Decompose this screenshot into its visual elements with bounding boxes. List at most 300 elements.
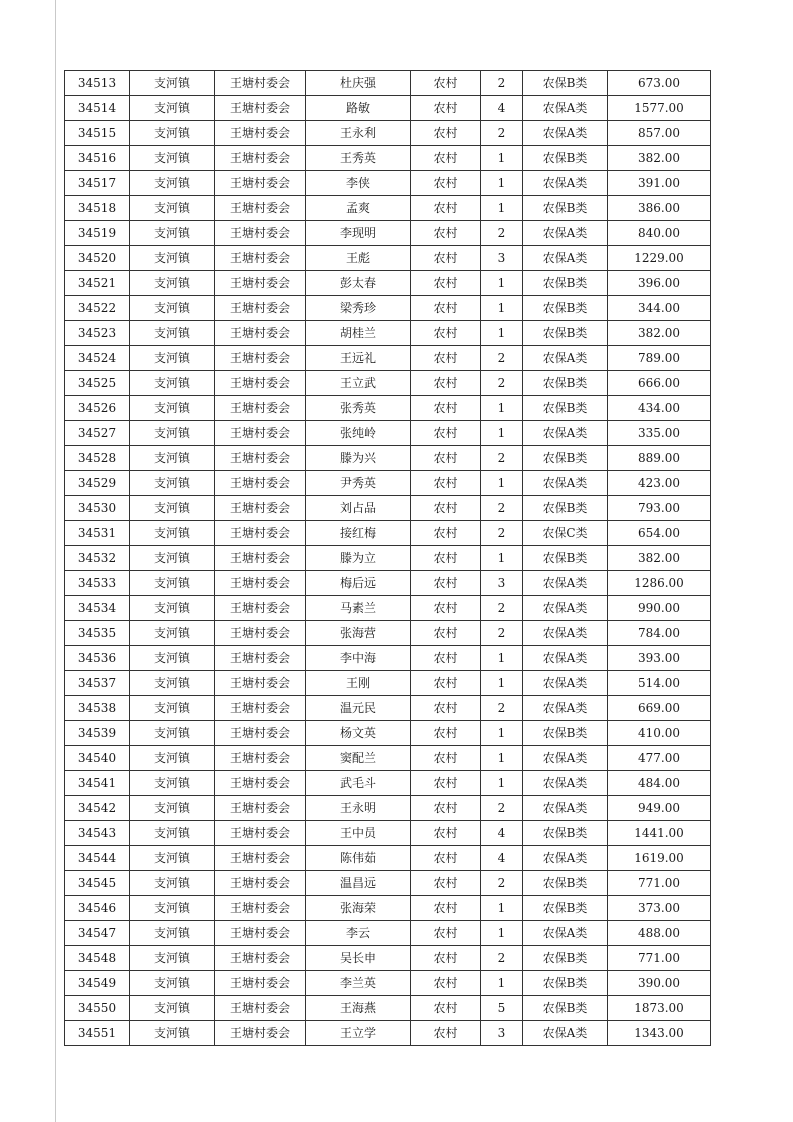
residence-type-cell: 农村 [411,146,481,171]
person-count-cell: 1 [481,896,523,921]
amount-cell: 344.00 [608,296,711,321]
person-name-cell: 接红梅 [306,521,411,546]
table-row [65,821,711,846]
table-row [65,896,711,921]
village-committee-cell: 王塘村委会 [215,371,306,396]
village-committee-cell: 王塘村委会 [215,771,306,796]
residence-type-cell: 农村 [411,721,481,746]
amount-cell: 410.00 [608,721,711,746]
village-committee-cell: 王塘村委会 [215,121,306,146]
insurance-category-cell: 农保A类 [523,346,608,371]
town-cell: 支河镇 [130,471,215,496]
insurance-category-cell: 农保A类 [523,471,608,496]
insurance-category-cell: 农保B类 [523,821,608,846]
residence-type-cell: 农村 [411,71,481,96]
residence-type-cell: 农村 [411,646,481,671]
person-name-cell: 李云 [306,921,411,946]
town-cell: 支河镇 [130,396,215,421]
record-id-cell: 34517 [65,171,130,196]
person-name-cell: 王彪 [306,246,411,271]
record-id-cell: 34537 [65,671,130,696]
record-id-cell: 34536 [65,646,130,671]
residence-type-cell: 农村 [411,546,481,571]
record-id-cell: 34538 [65,696,130,721]
record-id-cell: 34547 [65,921,130,946]
residence-type-cell: 农村 [411,896,481,921]
residence-type-cell: 农村 [411,221,481,246]
residence-type-cell: 农村 [411,996,481,1021]
person-count-cell: 4 [481,846,523,871]
person-name-cell: 张海营 [306,621,411,646]
residence-type-cell: 农村 [411,271,481,296]
person-name-cell: 王立武 [306,371,411,396]
town-cell: 支河镇 [130,446,215,471]
amount-cell: 673.00 [608,71,711,96]
village-committee-cell: 王塘村委会 [215,996,306,1021]
record-id-cell: 34519 [65,221,130,246]
town-cell: 支河镇 [130,671,215,696]
person-name-cell: 王海燕 [306,996,411,1021]
insurance-category-cell: 农保A类 [523,921,608,946]
person-name-cell: 吴长申 [306,946,411,971]
person-name-cell: 尹秀英 [306,471,411,496]
village-committee-cell: 王塘村委会 [215,96,306,121]
table-row [65,196,711,221]
town-cell: 支河镇 [130,171,215,196]
insurance-category-cell: 农保B类 [523,971,608,996]
insurance-category-cell: 农保B类 [523,946,608,971]
residence-type-cell: 农村 [411,671,481,696]
record-id-cell: 34520 [65,246,130,271]
table-row [65,471,711,496]
person-name-cell: 王刚 [306,671,411,696]
amount-cell: 1619.00 [608,846,711,871]
village-committee-cell: 王塘村委会 [215,621,306,646]
person-count-cell: 1 [481,271,523,296]
record-id-cell: 34523 [65,321,130,346]
residence-type-cell: 农村 [411,696,481,721]
amount-cell: 1286.00 [608,571,711,596]
person-count-cell: 4 [481,821,523,846]
amount-cell: 1577.00 [608,96,711,121]
record-id-cell: 34518 [65,196,130,221]
table-row [65,596,711,621]
town-cell: 支河镇 [130,371,215,396]
person-count-cell: 2 [481,346,523,371]
village-committee-cell: 王塘村委会 [215,146,306,171]
insurance-category-cell: 农保A类 [523,696,608,721]
person-name-cell: 杜庆强 [306,71,411,96]
record-id-cell: 34534 [65,596,130,621]
village-committee-cell: 王塘村委会 [215,321,306,346]
insurance-category-cell: 农保B类 [523,321,608,346]
village-committee-cell: 王塘村委会 [215,971,306,996]
residence-type-cell: 农村 [411,396,481,421]
records-table [64,70,711,1046]
town-cell: 支河镇 [130,496,215,521]
record-id-cell: 34540 [65,746,130,771]
amount-cell: 396.00 [608,271,711,296]
insurance-category-cell: 农保A类 [523,571,608,596]
insurance-category-cell: 农保B类 [523,896,608,921]
table-row [65,221,711,246]
person-name-cell: 路敏 [306,96,411,121]
table-row [65,71,711,96]
town-cell: 支河镇 [130,821,215,846]
amount-cell: 857.00 [608,121,711,146]
person-count-cell: 1 [481,196,523,221]
person-name-cell: 马素兰 [306,596,411,621]
residence-type-cell: 农村 [411,971,481,996]
residence-type-cell: 农村 [411,96,481,121]
person-count-cell: 2 [481,71,523,96]
town-cell: 支河镇 [130,221,215,246]
residence-type-cell: 农村 [411,446,481,471]
residence-type-cell: 农村 [411,246,481,271]
village-committee-cell: 王塘村委会 [215,896,306,921]
person-name-cell: 王永明 [306,796,411,821]
residence-type-cell: 农村 [411,471,481,496]
residence-type-cell: 农村 [411,521,481,546]
table-row [65,496,711,521]
insurance-category-cell: 农保A类 [523,246,608,271]
person-count-cell: 1 [481,771,523,796]
record-id-cell: 34539 [65,721,130,746]
town-cell: 支河镇 [130,546,215,571]
person-count-cell: 1 [481,721,523,746]
table-row [65,271,711,296]
person-count-cell: 1 [481,921,523,946]
table-row [65,521,711,546]
amount-cell: 484.00 [608,771,711,796]
village-committee-cell: 王塘村委会 [215,796,306,821]
person-name-cell: 武毛斗 [306,771,411,796]
person-count-cell: 1 [481,646,523,671]
table-row [65,96,711,121]
person-name-cell: 张纯岭 [306,421,411,446]
town-cell: 支河镇 [130,846,215,871]
town-cell: 支河镇 [130,646,215,671]
table-row [65,996,711,1021]
amount-cell: 949.00 [608,796,711,821]
table-row [65,396,711,421]
person-name-cell: 杨文英 [306,721,411,746]
residence-type-cell: 农村 [411,821,481,846]
amount-cell: 666.00 [608,371,711,396]
amount-cell: 514.00 [608,671,711,696]
record-id-cell: 34513 [65,71,130,96]
village-committee-cell: 王塘村委会 [215,446,306,471]
residence-type-cell: 农村 [411,371,481,396]
village-committee-cell: 王塘村委会 [215,271,306,296]
residence-type-cell: 农村 [411,596,481,621]
person-count-cell: 3 [481,1021,523,1046]
town-cell: 支河镇 [130,71,215,96]
person-name-cell: 梁秀珍 [306,296,411,321]
person-name-cell: 李兰英 [306,971,411,996]
insurance-category-cell: 农保A类 [523,171,608,196]
person-count-cell: 1 [481,421,523,446]
village-committee-cell: 王塘村委会 [215,471,306,496]
amount-cell: 382.00 [608,321,711,346]
insurance-category-cell: 农保A类 [523,771,608,796]
table-row [65,121,711,146]
residence-type-cell: 农村 [411,571,481,596]
record-id-cell: 34524 [65,346,130,371]
town-cell: 支河镇 [130,946,215,971]
village-committee-cell: 王塘村委会 [215,496,306,521]
record-id-cell: 34515 [65,121,130,146]
table-body [65,71,711,1046]
record-id-cell: 34548 [65,946,130,971]
amount-cell: 1343.00 [608,1021,711,1046]
person-name-cell: 王远礼 [306,346,411,371]
record-id-cell: 34525 [65,371,130,396]
table-row [65,1021,711,1046]
residence-type-cell: 农村 [411,496,481,521]
insurance-category-cell: 农保A类 [523,621,608,646]
amount-cell: 335.00 [608,421,711,446]
village-committee-cell: 王塘村委会 [215,521,306,546]
table-row [65,546,711,571]
record-id-cell: 34522 [65,296,130,321]
village-committee-cell: 王塘村委会 [215,396,306,421]
person-name-cell: 张秀英 [306,396,411,421]
insurance-category-cell: 农保A类 [523,846,608,871]
person-count-cell: 2 [481,796,523,821]
town-cell: 支河镇 [130,871,215,896]
record-id-cell: 34521 [65,271,130,296]
residence-type-cell: 农村 [411,1021,481,1046]
person-name-cell: 刘占品 [306,496,411,521]
residence-type-cell: 农村 [411,296,481,321]
town-cell: 支河镇 [130,971,215,996]
village-committee-cell: 王塘村委会 [215,946,306,971]
town-cell: 支河镇 [130,896,215,921]
village-committee-cell: 王塘村委会 [215,196,306,221]
record-id-cell: 34528 [65,446,130,471]
town-cell: 支河镇 [130,246,215,271]
insurance-category-cell: 农保B类 [523,396,608,421]
amount-cell: 386.00 [608,196,711,221]
record-id-cell: 34551 [65,1021,130,1046]
residence-type-cell: 农村 [411,421,481,446]
insurance-category-cell: 农保B类 [523,71,608,96]
person-name-cell: 张海荣 [306,896,411,921]
village-committee-cell: 王塘村委会 [215,171,306,196]
table-row [65,446,711,471]
residence-type-cell: 农村 [411,921,481,946]
amount-cell: 434.00 [608,396,711,421]
record-id-cell: 34535 [65,621,130,646]
record-id-cell: 34546 [65,896,130,921]
village-committee-cell: 王塘村委会 [215,571,306,596]
record-id-cell: 34541 [65,771,130,796]
record-id-cell: 34545 [65,871,130,896]
residence-type-cell: 农村 [411,621,481,646]
amount-cell: 771.00 [608,946,711,971]
residence-type-cell: 农村 [411,171,481,196]
person-count-cell: 1 [481,396,523,421]
table-row [65,796,711,821]
record-id-cell: 34544 [65,846,130,871]
person-count-cell: 2 [481,696,523,721]
person-name-cell: 温元民 [306,696,411,721]
village-committee-cell: 王塘村委会 [215,296,306,321]
person-name-cell: 王中员 [306,821,411,846]
amount-cell: 1441.00 [608,821,711,846]
town-cell: 支河镇 [130,121,215,146]
table-row [65,696,711,721]
town-cell: 支河镇 [130,196,215,221]
person-count-cell: 1 [481,321,523,346]
insurance-category-cell: 农保A类 [523,96,608,121]
amount-cell: 382.00 [608,146,711,171]
record-id-cell: 34526 [65,396,130,421]
town-cell: 支河镇 [130,146,215,171]
residence-type-cell: 农村 [411,121,481,146]
person-name-cell: 彭太春 [306,271,411,296]
amount-cell: 382.00 [608,546,711,571]
amount-cell: 990.00 [608,596,711,621]
table-row [65,346,711,371]
record-id-cell: 34531 [65,521,130,546]
village-committee-cell: 王塘村委会 [215,821,306,846]
village-committee-cell: 王塘村委会 [215,246,306,271]
residence-type-cell: 农村 [411,796,481,821]
town-cell: 支河镇 [130,721,215,746]
insurance-category-cell: 农保A类 [523,221,608,246]
person-count-cell: 2 [481,596,523,621]
person-count-cell: 1 [481,746,523,771]
person-count-cell: 2 [481,221,523,246]
person-name-cell: 滕为立 [306,546,411,571]
person-count-cell: 2 [481,871,523,896]
insurance-category-cell: 农保B类 [523,271,608,296]
person-name-cell: 王立学 [306,1021,411,1046]
table-row [65,296,711,321]
amount-cell: 488.00 [608,921,711,946]
person-count-cell: 2 [481,121,523,146]
table-row [65,171,711,196]
person-name-cell: 李侠 [306,171,411,196]
record-id-cell: 34549 [65,971,130,996]
town-cell: 支河镇 [130,921,215,946]
village-committee-cell: 王塘村委会 [215,921,306,946]
person-count-cell: 2 [481,371,523,396]
person-count-cell: 1 [481,471,523,496]
town-cell: 支河镇 [130,771,215,796]
table-row [65,671,711,696]
person-name-cell: 王永利 [306,121,411,146]
amount-cell: 889.00 [608,446,711,471]
town-cell: 支河镇 [130,796,215,821]
amount-cell: 771.00 [608,871,711,896]
residence-type-cell: 农村 [411,946,481,971]
village-committee-cell: 王塘村委会 [215,1021,306,1046]
record-id-cell: 34543 [65,821,130,846]
person-count-cell: 2 [481,946,523,971]
person-count-cell: 2 [481,446,523,471]
town-cell: 支河镇 [130,571,215,596]
insurance-category-cell: 农保B类 [523,721,608,746]
residence-type-cell: 农村 [411,771,481,796]
page-margin-guide [55,0,56,1122]
table-row [65,746,711,771]
record-id-cell: 34514 [65,96,130,121]
person-count-cell: 1 [481,971,523,996]
town-cell: 支河镇 [130,1021,215,1046]
record-id-cell: 34516 [65,146,130,171]
village-committee-cell: 王塘村委会 [215,846,306,871]
record-id-cell: 34530 [65,496,130,521]
table-row [65,946,711,971]
village-committee-cell: 王塘村委会 [215,596,306,621]
insurance-category-cell: 农保A类 [523,646,608,671]
amount-cell: 393.00 [608,646,711,671]
village-committee-cell: 王塘村委会 [215,546,306,571]
person-name-cell: 窦配兰 [306,746,411,771]
insurance-category-cell: 农保B类 [523,371,608,396]
person-count-cell: 2 [481,621,523,646]
village-committee-cell: 王塘村委会 [215,646,306,671]
person-count-cell: 5 [481,996,523,1021]
town-cell: 支河镇 [130,421,215,446]
insurance-category-cell: 农保B类 [523,871,608,896]
amount-cell: 669.00 [608,696,711,721]
town-cell: 支河镇 [130,96,215,121]
table-row [65,621,711,646]
residence-type-cell: 农村 [411,321,481,346]
table-row [65,971,711,996]
record-id-cell: 34529 [65,471,130,496]
amount-cell: 840.00 [608,221,711,246]
town-cell: 支河镇 [130,346,215,371]
record-id-cell: 34532 [65,546,130,571]
person-name-cell: 李现明 [306,221,411,246]
town-cell: 支河镇 [130,746,215,771]
amount-cell: 391.00 [608,171,711,196]
record-id-cell: 34542 [65,796,130,821]
town-cell: 支河镇 [130,621,215,646]
town-cell: 支河镇 [130,596,215,621]
person-count-cell: 3 [481,571,523,596]
table-row [65,571,711,596]
amount-cell: 654.00 [608,521,711,546]
insurance-category-cell: 农保C类 [523,521,608,546]
person-name-cell: 陈伟茹 [306,846,411,871]
record-id-cell: 34550 [65,996,130,1021]
village-committee-cell: 王塘村委会 [215,421,306,446]
person-name-cell: 温昌远 [306,871,411,896]
person-name-cell: 李中海 [306,646,411,671]
insurance-category-cell: 农保B类 [523,996,608,1021]
insurance-category-cell: 农保B类 [523,446,608,471]
insurance-category-cell: 农保A类 [523,796,608,821]
person-count-cell: 3 [481,246,523,271]
amount-cell: 373.00 [608,896,711,921]
person-count-cell: 1 [481,546,523,571]
table-row [65,846,711,871]
village-committee-cell: 王塘村委会 [215,746,306,771]
table-row [65,246,711,271]
residence-type-cell: 农村 [411,346,481,371]
amount-cell: 477.00 [608,746,711,771]
town-cell: 支河镇 [130,296,215,321]
insurance-category-cell: 农保A类 [523,746,608,771]
table-row [65,321,711,346]
village-committee-cell: 王塘村委会 [215,871,306,896]
